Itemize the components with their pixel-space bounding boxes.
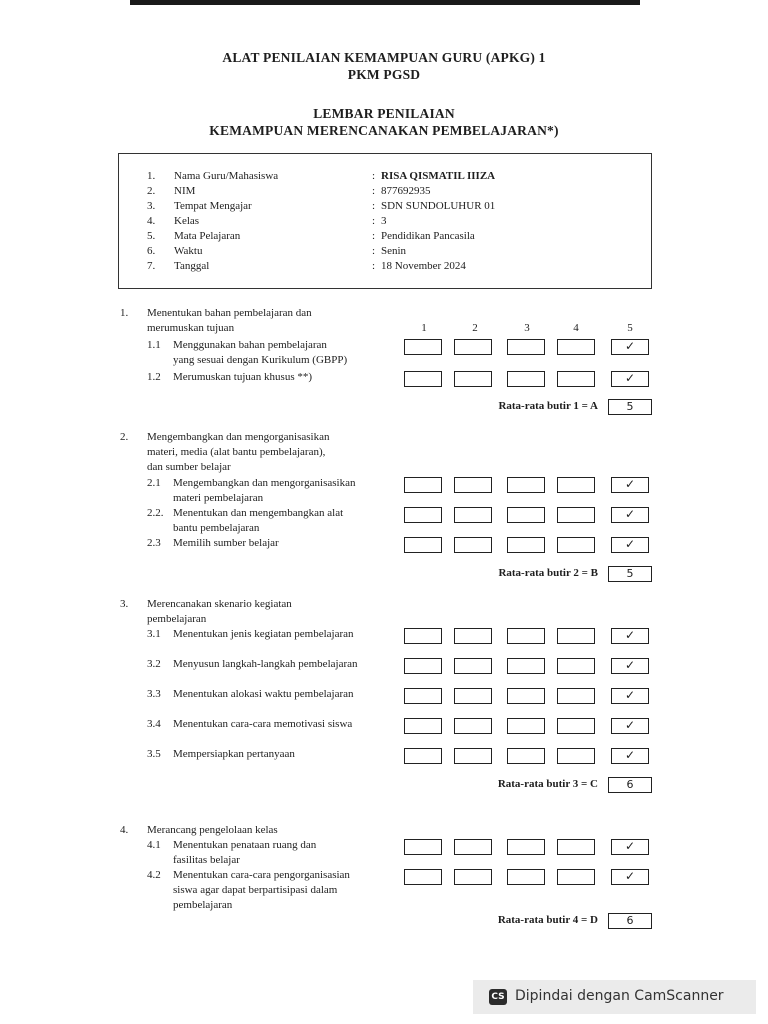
score-box[interactable] — [507, 869, 545, 885]
score-box[interactable] — [454, 869, 492, 885]
score-box-checked[interactable]: ✓ — [611, 688, 649, 704]
item-text: Menyusun langkah-langkah pembelajaran — [173, 658, 358, 670]
item-number: 2.1 — [147, 477, 161, 489]
score-box-checked[interactable]: ✓ — [611, 718, 649, 734]
item-text: pembelajaran — [173, 899, 233, 911]
score-box-checked[interactable]: ✓ — [611, 628, 649, 644]
score-box-checked[interactable]: ✓ — [611, 839, 649, 855]
score-box[interactable] — [507, 628, 545, 644]
item-text: Merumuskan tujuan khusus **) — [173, 371, 313, 383]
score-box[interactable] — [454, 339, 492, 355]
item-text: bantu pembelajaran — [173, 522, 260, 534]
score-box[interactable] — [557, 628, 595, 644]
score-box[interactable] — [507, 688, 545, 704]
score-box[interactable] — [557, 869, 595, 885]
identity-box — [118, 153, 652, 289]
info-number: 2. — [147, 185, 156, 197]
info-label: Nama Guru/Mahasiswa — [174, 170, 279, 182]
info-label: Mata Pelajaran — [174, 230, 241, 242]
scale-number: 1 — [421, 322, 427, 334]
average-value-box[interactable]: 5 — [608, 399, 652, 415]
info-row — [119, 230, 653, 245]
info-label: NIM — [174, 185, 196, 197]
score-box[interactable] — [454, 371, 492, 387]
score-box[interactable] — [404, 371, 442, 387]
info-colon: : — [372, 245, 376, 257]
item-number: 3.3 — [147, 688, 161, 700]
score-box[interactable] — [557, 371, 595, 387]
score-box[interactable] — [507, 507, 545, 523]
info-value: 877692935 — [381, 185, 431, 197]
score-box[interactable] — [557, 688, 595, 704]
info-label: Kelas — [174, 215, 200, 227]
score-box[interactable] — [454, 537, 492, 553]
info-row — [119, 200, 653, 215]
info-row — [119, 170, 653, 185]
info-number: 1. — [147, 170, 156, 182]
section-title: materi, media (alat bantu pembelajaran), — [147, 446, 326, 458]
item-number: 3.1 — [147, 628, 161, 640]
camscanner-watermark — [473, 980, 756, 1014]
info-value: Senin — [381, 245, 407, 257]
section-number: 4. — [120, 824, 129, 836]
score-box-checked[interactable]: ✓ — [611, 537, 649, 553]
doc-title: ALAT PENILAIAN KEMAMPUAN GURU (APKG) 1 — [222, 50, 546, 65]
sheet-subtitle: KEMAMPUAN MERENCANAKAN PEMBELAJARAN*) — [209, 123, 559, 138]
score-box[interactable] — [454, 748, 492, 764]
info-row — [119, 185, 653, 200]
info-number: 6. — [147, 245, 156, 257]
item-text: Menentukan penataan ruang dan — [173, 839, 317, 851]
scale-number: 5 — [627, 322, 633, 334]
info-label: Tanggal — [174, 260, 210, 272]
score-box-checked[interactable]: ✓ — [611, 869, 649, 885]
item-number: 1.2 — [147, 371, 161, 383]
watermark-text: Dipindai dengan CamScanner — [515, 988, 724, 1004]
item-text: yang sesuai dengan Kurikulum (GBPP) — [173, 354, 348, 366]
camscanner-logo-icon: CS — [489, 989, 507, 1005]
average-value-box[interactable]: 6 — [608, 913, 652, 929]
info-colon: : — [372, 215, 376, 227]
info-colon: : — [372, 200, 376, 212]
section-title: dan sumber belajar — [147, 461, 231, 473]
item-text: Menentukan cara-cara memotivasi siswa — [173, 718, 353, 730]
info-number: 7. — [147, 260, 156, 272]
score-box[interactable] — [404, 688, 442, 704]
score-box[interactable] — [454, 839, 492, 855]
item-text: Menentukan dan mengembangkan alat — [173, 507, 344, 519]
score-box[interactable] — [454, 658, 492, 674]
scale-number: 2 — [472, 322, 478, 334]
score-box[interactable] — [404, 477, 442, 493]
score-box[interactable] — [404, 748, 442, 764]
info-label: Tempat Mengajar — [174, 200, 252, 212]
score-box[interactable] — [507, 339, 545, 355]
score-box[interactable] — [557, 748, 595, 764]
item-number: 4.2 — [147, 869, 161, 881]
info-colon: : — [372, 185, 376, 197]
scan-top-edge — [130, 0, 640, 5]
section-number: 1. — [120, 307, 129, 319]
score-box[interactable] — [557, 507, 595, 523]
sheet-title: LEMBAR PENILAIAN — [313, 106, 455, 121]
section-number: 3. — [120, 598, 129, 610]
score-box[interactable] — [404, 507, 442, 523]
section-title: pembelajaran — [147, 613, 207, 625]
average-label: Rata-rata butir 2 = B — [498, 567, 598, 579]
info-row — [119, 260, 653, 275]
average-label: Rata-rata butir 1 = A — [498, 400, 598, 412]
score-box[interactable] — [454, 628, 492, 644]
item-text: Mempersiapkan pertanyaan — [173, 748, 295, 760]
score-box[interactable] — [404, 658, 442, 674]
item-number: 3.4 — [147, 718, 161, 730]
info-row — [119, 215, 653, 230]
score-box[interactable] — [404, 339, 442, 355]
item-text: Memilih sumber belajar — [173, 537, 279, 549]
score-box[interactable] — [507, 839, 545, 855]
section-title: Mengembangkan dan mengorganisasikan — [147, 431, 330, 443]
section-title: merumuskan tujuan — [147, 322, 235, 334]
score-box[interactable] — [507, 477, 545, 493]
score-box[interactable] — [507, 718, 545, 734]
score-box[interactable] — [404, 869, 442, 885]
info-number: 4. — [147, 215, 156, 227]
item-number: 3.2 — [147, 658, 161, 670]
score-box[interactable] — [557, 718, 595, 734]
info-number: 5. — [147, 230, 156, 242]
info-colon: : — [372, 170, 376, 182]
item-number: 3.5 — [147, 748, 161, 760]
info-row — [119, 245, 653, 260]
item-number: 2.3 — [147, 537, 161, 549]
score-box-checked[interactable]: ✓ — [611, 658, 649, 674]
score-box[interactable] — [507, 371, 545, 387]
average-value-box[interactable]: 5 — [608, 566, 652, 582]
score-box-checked[interactable]: ✓ — [611, 507, 649, 523]
item-number: 2.2. — [147, 507, 164, 519]
section-title: Merancang pengelolaan kelas — [147, 824, 278, 836]
score-box-checked[interactable]: ✓ — [611, 477, 649, 493]
item-text: materi pembelajaran — [173, 492, 264, 504]
average-label: Rata-rata butir 4 = D — [497, 914, 598, 926]
scale-number: 4 — [573, 322, 579, 334]
score-box-checked[interactable]: ✓ — [611, 371, 649, 387]
score-box[interactable] — [404, 839, 442, 855]
section-title: Merencanakan skenario kegiatan — [147, 598, 292, 610]
score-box[interactable] — [404, 628, 442, 644]
item-text: Menentukan alokasi waktu pembelajaran — [173, 688, 354, 700]
score-box[interactable] — [557, 339, 595, 355]
item-text: Menggunakan bahan pembelajaran — [173, 339, 327, 351]
info-colon: : — [372, 230, 376, 242]
score-box[interactable] — [507, 537, 545, 553]
average-value-box[interactable]: 6 — [608, 777, 652, 793]
info-colon: : — [372, 260, 376, 272]
score-box[interactable] — [454, 507, 492, 523]
score-box[interactable] — [454, 477, 492, 493]
score-box[interactable] — [404, 718, 442, 734]
score-box[interactable] — [557, 477, 595, 493]
info-value: 3 — [381, 215, 387, 227]
item-text: Menentukan cara-cara pengorganisasian — [173, 869, 350, 881]
item-text: siswa agar dapat berpartisipasi dalam — [173, 884, 338, 896]
score-box-checked[interactable]: ✓ — [611, 339, 649, 355]
item-number: 4.1 — [147, 839, 161, 851]
info-value: SDN SUNDOLUHUR 01 — [381, 200, 496, 212]
section-number: 2. — [120, 431, 129, 443]
item-text: Menentukan jenis kegiatan pembelajaran — [173, 628, 354, 640]
score-box[interactable] — [454, 688, 492, 704]
section-title: Menentukan bahan pembelajaran dan — [147, 307, 312, 319]
item-text: fasilitas belajar — [173, 854, 240, 866]
score-box[interactable] — [454, 718, 492, 734]
item-number: 1.1 — [147, 339, 161, 351]
doc-subtitle: PKM PGSD — [347, 67, 421, 82]
score-box-checked[interactable]: ✓ — [611, 748, 649, 764]
scale-number: 3 — [524, 322, 530, 334]
score-box[interactable] — [557, 839, 595, 855]
info-value: RISA QISMATIL IIIZA — [381, 170, 496, 182]
score-box[interactable] — [507, 748, 545, 764]
info-value: 18 November 2024 — [381, 260, 466, 272]
score-box[interactable] — [507, 658, 545, 674]
score-box[interactable] — [404, 537, 442, 553]
info-number: 3. — [147, 200, 156, 212]
item-text: Mengembangkan dan mengorganisasikan — [173, 477, 356, 489]
info-value: Pendidikan Pancasila — [381, 230, 475, 242]
info-label: Waktu — [174, 245, 203, 257]
average-label: Rata-rata butir 3 = C — [497, 778, 598, 790]
score-box[interactable] — [557, 537, 595, 553]
score-box[interactable] — [557, 658, 595, 674]
